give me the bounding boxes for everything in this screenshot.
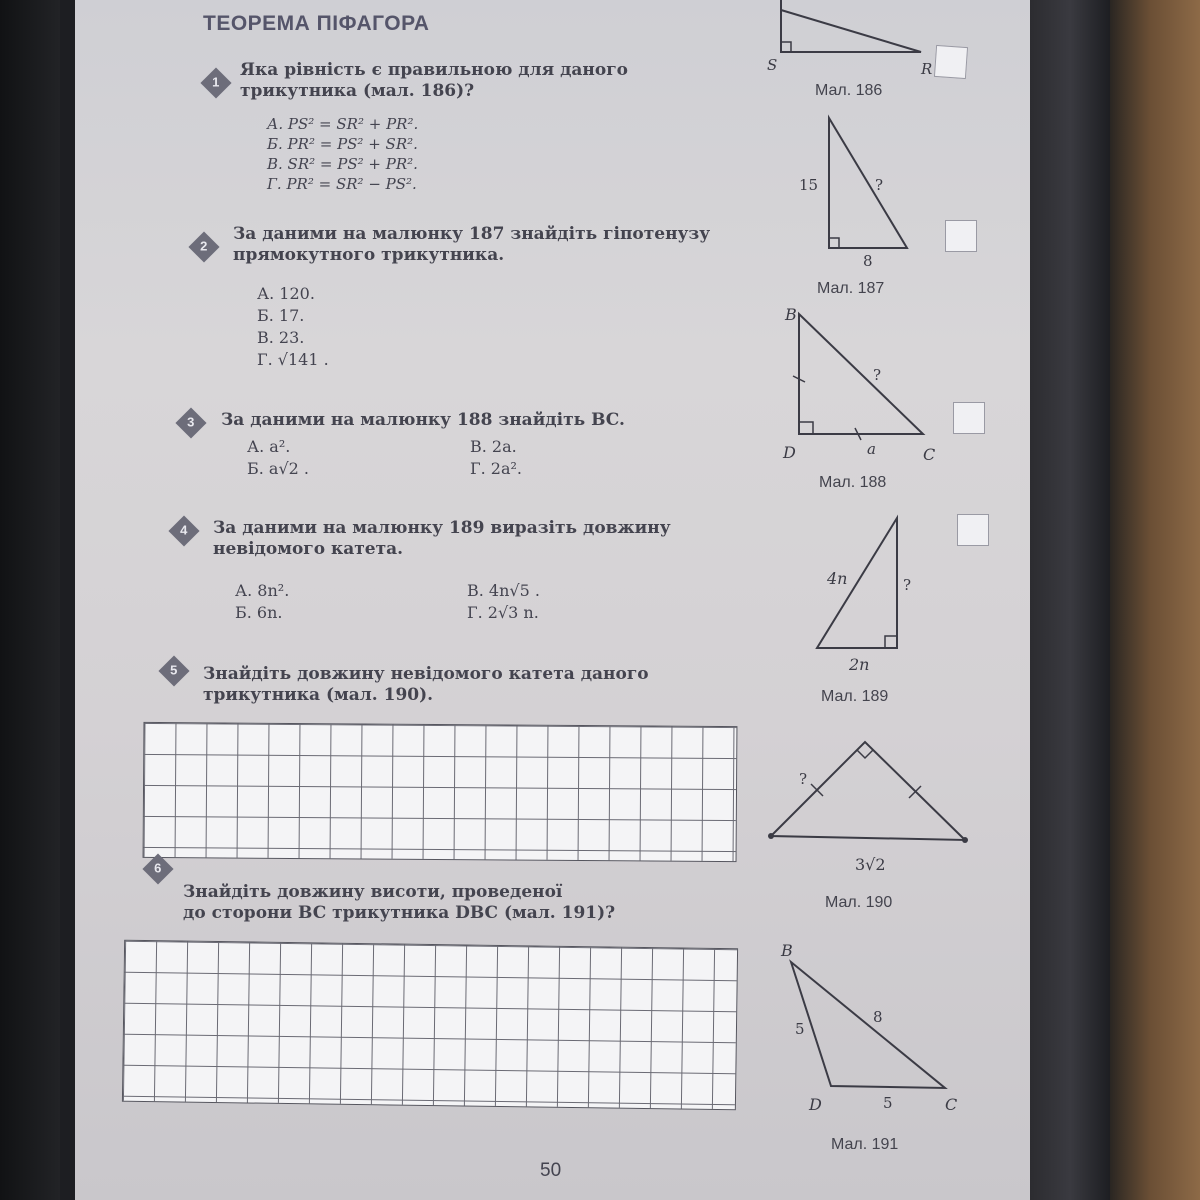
- fig188-vertex-d: D: [783, 443, 796, 462]
- fig188-hyp: ?: [873, 366, 882, 384]
- textbook-page: [75, 0, 1030, 1200]
- task-5-line-2: трикутника (мал. 190).: [203, 685, 434, 705]
- fig188-vertex-b: B: [785, 305, 797, 324]
- fig190-vertex-left: [768, 833, 774, 839]
- fig190-triangle: [771, 742, 965, 840]
- fig187-caption: Мал. 187: [817, 280, 885, 297]
- fig187-leg-vertical: 15: [799, 176, 819, 194]
- fig191-triangle: [791, 962, 945, 1088]
- fig186-vertex-s: S: [767, 56, 778, 74]
- task-4-line-2: невідомого катета.: [213, 539, 404, 559]
- task-1-option-a[interactable]: А. PS² = SR² + PR².: [267, 115, 419, 133]
- fig191-vertex-b: B: [781, 941, 793, 960]
- fig191-vertex-d: D: [809, 1095, 822, 1114]
- fig187-hyp: ?: [875, 176, 884, 194]
- figure-188: [775, 306, 955, 466]
- task-1-answer-box[interactable]: [934, 45, 968, 79]
- task-1-option-c[interactable]: В. SR² = PS² + PR².: [267, 155, 418, 173]
- task-3-options-left: [247, 436, 309, 480]
- task-2-options: [257, 283, 329, 371]
- task-6-question: [183, 882, 615, 924]
- task-4-option-b[interactable]: Б. 6n.: [235, 603, 283, 622]
- fig189-leg-bottom: 2n: [849, 655, 870, 674]
- task-2-option-a[interactable]: А. 120.: [257, 284, 315, 303]
- task-1-option-b[interactable]: Б. PR² = PS² + SR².: [267, 135, 418, 153]
- task-4-option-c[interactable]: В. 4n√5 .: [467, 581, 540, 600]
- task-5-number-badge: 5: [158, 655, 189, 686]
- task-4-option-a[interactable]: А. 8n².: [235, 581, 290, 600]
- desk-left: [0, 0, 60, 1200]
- task-4-options-left: [235, 580, 289, 624]
- task-4-question: [213, 518, 671, 560]
- task-1-line-2: трикутника (мал. 186)?: [240, 81, 475, 101]
- fig186-caption: Мал. 186: [815, 82, 883, 99]
- task-6-line-2: до сторони BC трикутника DBC (мал. 191)?: [183, 903, 616, 923]
- fig189-right-angle: [885, 636, 897, 648]
- task-4-option-d[interactable]: Г. 2√3 n.: [467, 603, 539, 622]
- task-5-question: [203, 664, 649, 706]
- fig186-right-angle: [781, 42, 791, 52]
- task-3-options-right: [470, 436, 522, 480]
- fig188-right-angle: [799, 422, 813, 434]
- task-3-option-a[interactable]: А. a².: [247, 437, 291, 456]
- task-2-option-b[interactable]: Б. 17.: [257, 306, 305, 325]
- fig191-side-dc: 5: [883, 1094, 893, 1112]
- task-3-number-badge: 3: [175, 407, 206, 438]
- task-6-number-badge: 6: [142, 853, 173, 884]
- fig189-caption: Мал. 189: [821, 688, 889, 705]
- desk-right: [1110, 0, 1200, 1200]
- task-1-number-badge: 1: [200, 67, 231, 98]
- task-3-option-d[interactable]: Г. 2a².: [470, 459, 522, 478]
- figure-189: [805, 514, 935, 684]
- task-3-question: [221, 410, 625, 431]
- task-2-question: [233, 224, 710, 266]
- fig190-caption: Мал. 190: [825, 894, 893, 911]
- fig189-leg-unknown: ?: [903, 576, 912, 594]
- figure-187: [799, 118, 945, 270]
- task-1-line-1: Яка рівність є правильною для даного: [240, 60, 628, 80]
- page-number: 50: [540, 1160, 562, 1181]
- task-6-answer-grid[interactable]: [122, 940, 738, 1111]
- fig188-triangle: [799, 314, 923, 434]
- task-4-line-1: За даними на малюнку 189 виразіть довжину: [213, 518, 671, 538]
- fig187-right-angle: [829, 238, 839, 248]
- fig191-side-bc: 8: [873, 1008, 883, 1026]
- task-2-line-2: прямокутного трикутника.: [233, 245, 505, 265]
- fig187-leg-bottom: 8: [863, 252, 873, 270]
- task-2-option-c[interactable]: В. 23.: [257, 328, 305, 347]
- page-heading: ТЕОРЕМА ПІФАГОРА: [203, 12, 430, 35]
- task-3-option-c[interactable]: В. 2a.: [470, 437, 517, 456]
- fig186-triangle: [781, 0, 921, 52]
- task-2-number-badge: 2: [188, 231, 219, 262]
- fig186-vertex-r: R: [921, 60, 933, 78]
- fig188-vertex-c: C: [923, 445, 936, 464]
- task-3-option-b[interactable]: Б. a√2 .: [247, 459, 310, 478]
- figure-191: [775, 936, 975, 1116]
- task-5-line-1: Знайдіть довжину невідомого катета даного: [203, 664, 649, 684]
- task-4-answer-box[interactable]: [957, 514, 989, 546]
- task-3-line-1: За даними на малюнку 188 знайдіть BC.: [221, 410, 625, 430]
- fig189-hyp: 4n: [827, 569, 848, 588]
- fig191-vertex-c: C: [945, 1095, 958, 1114]
- task-2-option-d[interactable]: Г. √141 .: [257, 350, 329, 369]
- fig191-caption: Мал. 191: [831, 1136, 899, 1153]
- fig190-leg-unknown: ?: [799, 770, 808, 788]
- task-1-option-d[interactable]: Г. PR² = SR² − PS².: [267, 175, 417, 193]
- fig188-side-a: a: [867, 440, 876, 458]
- task-1-options: [267, 114, 418, 194]
- task-3-answer-box[interactable]: [953, 402, 985, 434]
- task-4-number-badge: 4: [168, 515, 199, 546]
- figure-186: [767, 0, 935, 80]
- task-5-answer-grid[interactable]: [143, 722, 738, 862]
- figure-190: [765, 736, 975, 886]
- task-2-answer-box[interactable]: [945, 220, 977, 252]
- fig187-triangle: [829, 118, 907, 248]
- tablet-edge: [1030, 0, 1110, 1200]
- fig191-side-bd: 5: [795, 1020, 805, 1038]
- task-1-question: [240, 60, 628, 102]
- fig190-vertex-right: [962, 837, 968, 843]
- task-6-line-1: Знайдіть довжину висоти, проведеної: [183, 882, 563, 902]
- fig188-caption: Мал. 188: [819, 474, 887, 491]
- task-2-line-1: За даними на малюнку 187 знайдіть гіпотенузу: [233, 224, 711, 244]
- task-4-options-right: [467, 580, 540, 624]
- fig190-hyp: 3√2: [855, 855, 886, 874]
- fig190-right-angle: [857, 750, 873, 758]
